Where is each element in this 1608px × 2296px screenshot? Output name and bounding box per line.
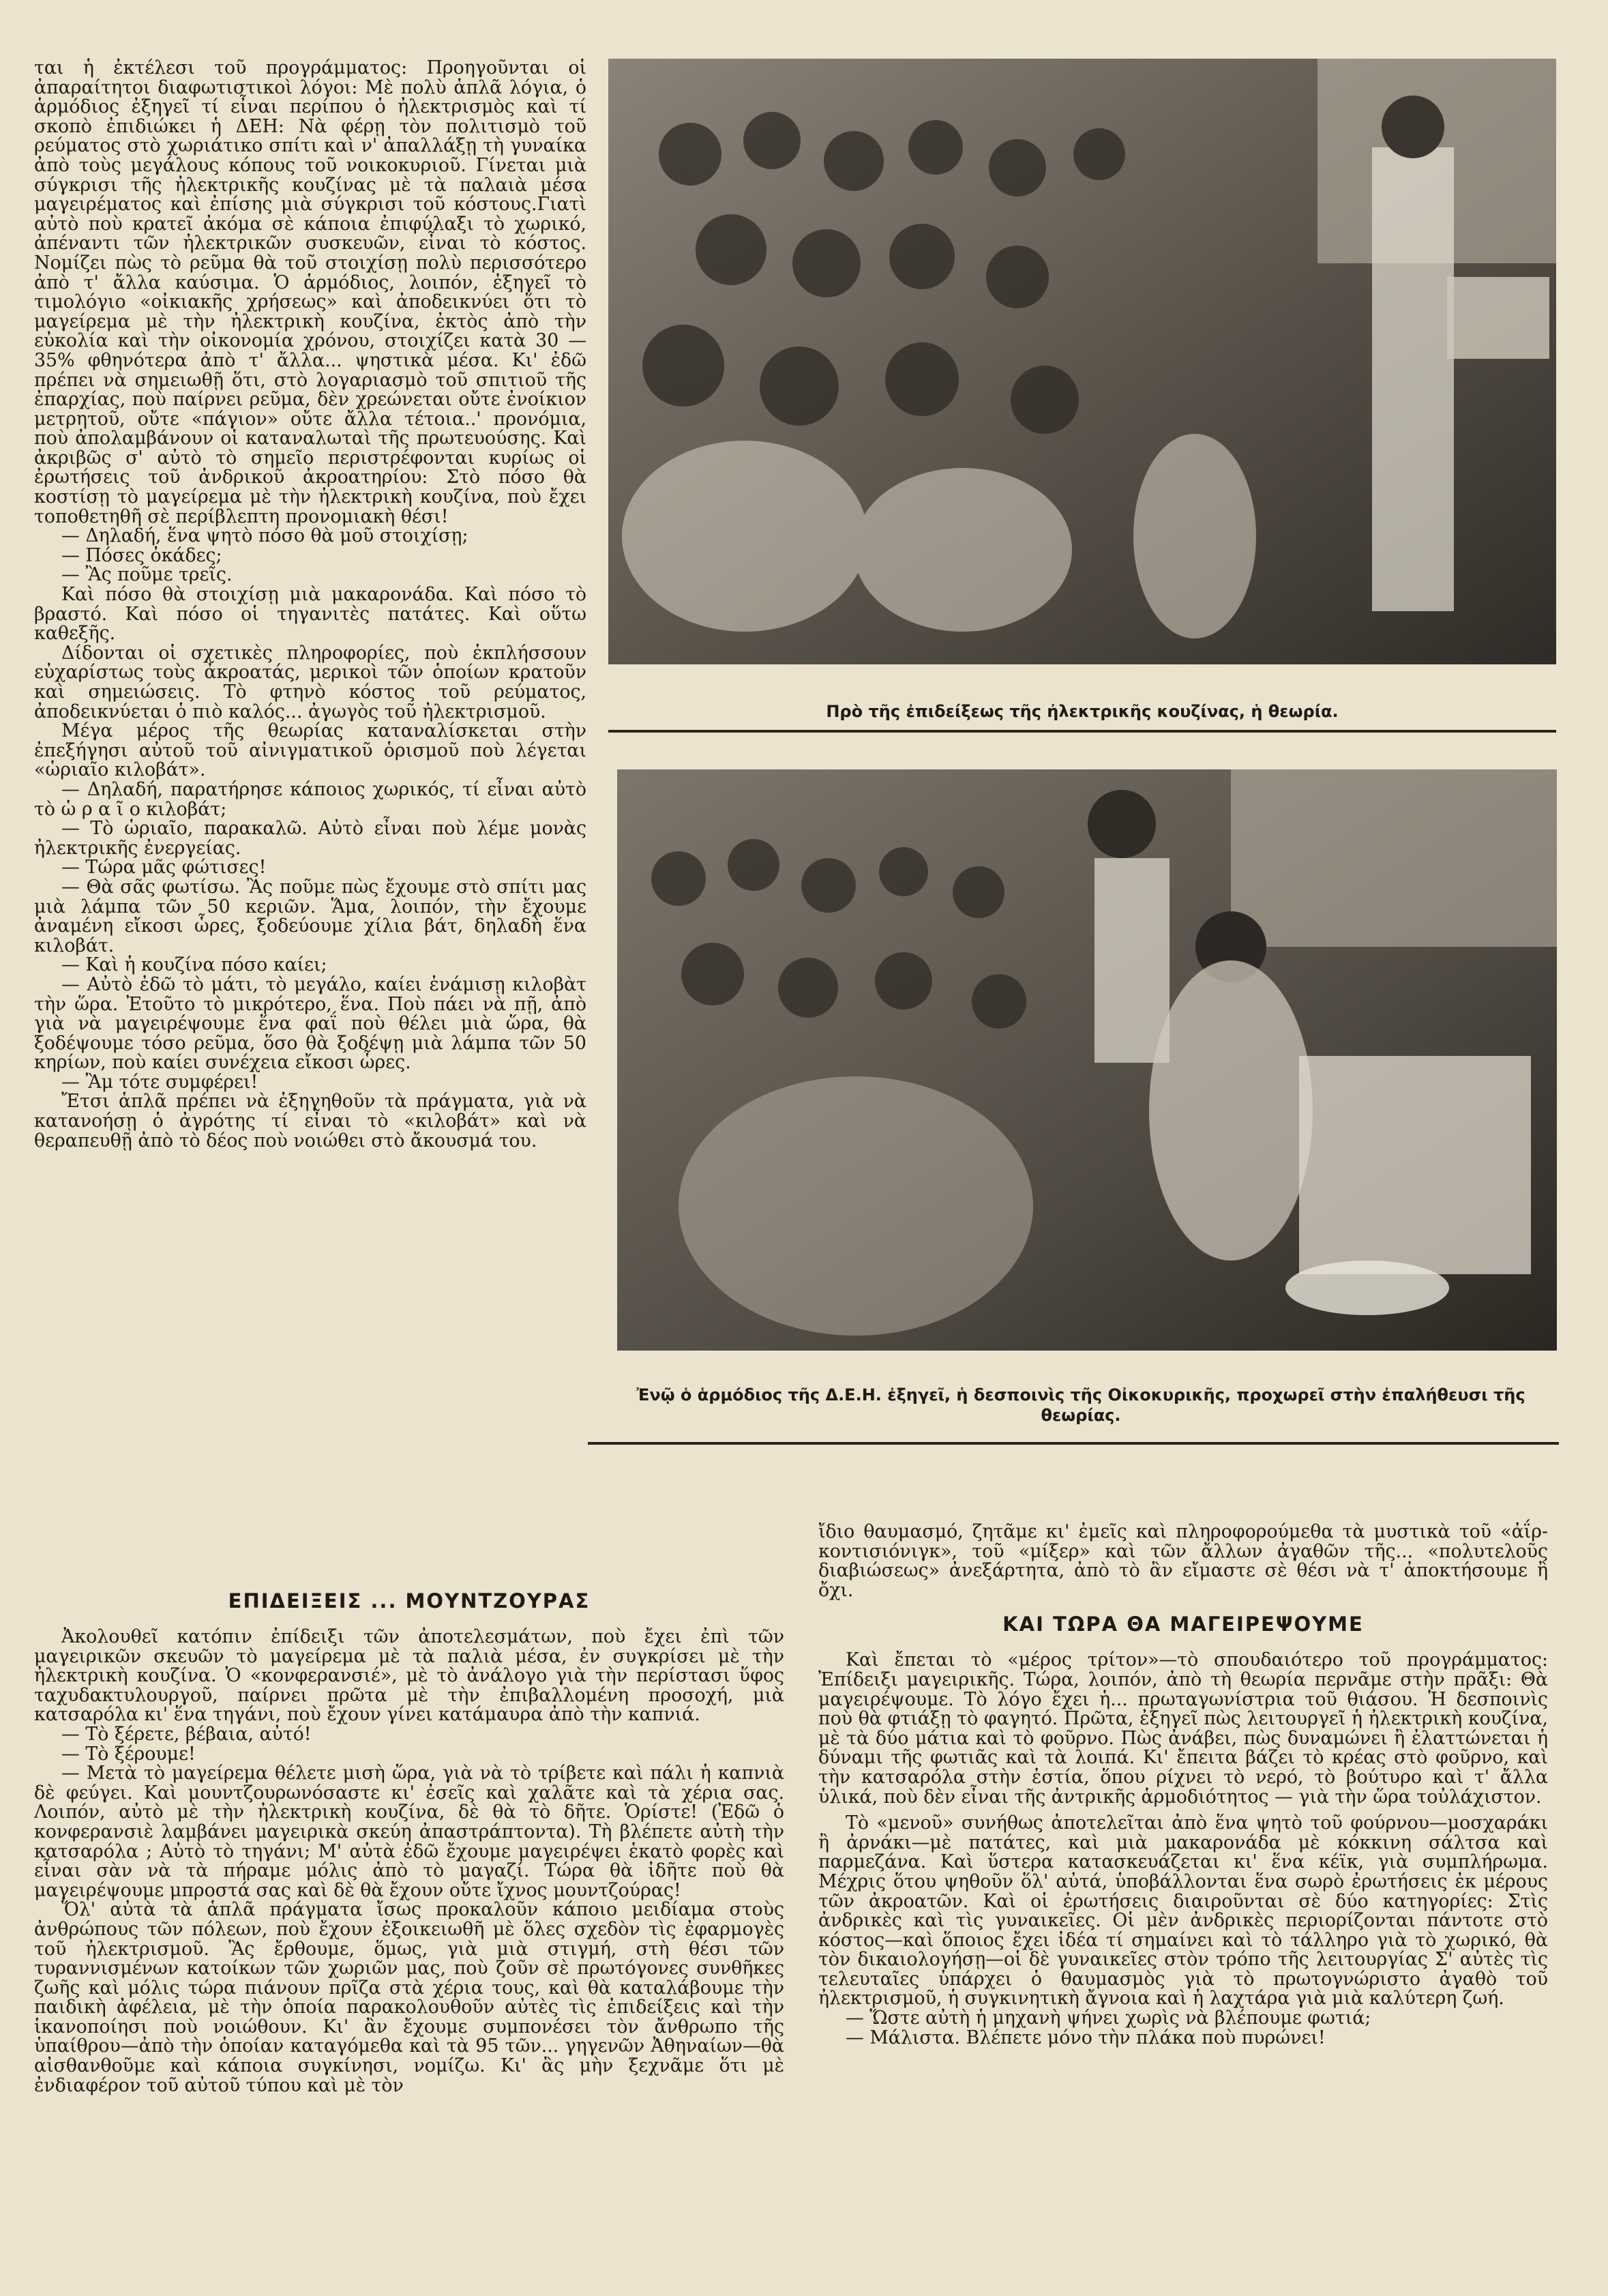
dialogue-line: — Δηλαδή, παρατήρησε κάποιος χωρικός, τί εἶναι αὐτὸ τὸ ὡ ρ α ῖ ο κιλοβάτ; [34, 778, 586, 820]
article-paragraph: ἴδιο θαυμασμό, ζητᾶμε κι' ἐμεῖς καὶ πληροφορούμεθα τὰ μυστικὰ τοῦ «ἀΐρ-κοντισιόνιγκ», τοῦ «μίξερ» καὶ τῶν ἄλλων ἀγαθῶν τῆς... «πολυτελοῦς διαβιώσεως» ἀνεξάρτητα, ἀπὸ τὸ ἂν εἴμαστε σὲ θέσι νὰ τ' ἀποκτήσουμε ἢ ὄχι. [818, 1521, 1548, 1601]
article-paragraph: ται ἡ ἐκτέλεσι τοῦ προγράμματος: Προηγοῦνται οἱ ἀπαραίτητοι διαφωτιστικοὶ λόγοι: Μὲ πολὺ ἁπλᾶ λόγια, ὁ ἁρμόδιος ἐξηγεῖ τί εἶναι περίπου ὁ ἠλεκτρισμὸς καὶ τί σκοπὸ ἐπιδιώκει ἡ ΔΕΗ: Νὰ φέρῃ τὸν πολιτισμὸ τοῦ ρεύματος στὸ χωριάτικο σπίτι καὶ ν' ἀπαλλάξῃ τὴ γυναίκα ἀπὸ τοὺς μεγάλους κόπους τοῦ νοικοκυριοῦ. Γίνεται μιὰ σύγκρισι τῆς ἠλεκτρικῆς κουζίνας μὲ τὰ παλαιὰ μέσα μαγειρέματος καὶ ἐπίσης μιὰ σύγκρισι τοῦ κόστους.Γιατὶ αὐτὸ ποὺ κρατεῖ ἀκόμα σὲ κάποια ἐπιφύλαξι τὸ χωρικό, ἀπέναντι τῶν ἠλεκτρικῶν συσκευῶν, εἶναι τὸ κόστος. Νομίζει πὼς τὸ ρεῦμα θὰ τοῦ στοιχίσῃ πολὺ περισσότερο ἀπὸ τ' ἄλλα καύσιμα. Ὁ ἁρμόδιος, λοιπόν, ἐξηγεῖ τὸ τιμολόγιο «οἰκιακῆς χρήσεως» καὶ ἀποδεικνύει ὅτι τὸ μαγείρεμα μὲ τὴν ἠλεκτρικὴ κουζίνα, ἐκτὸς ἀπὸ τὴν εὐκολία καὶ τὴν οἰκονομία χρόνου, στοιχίζει κατὰ 30 — 35% φθηνότερα ἀπὸ τ' ἄλλα... ψηστικὰ μέσα. Κι' ἐδῶ πρέπει νὰ σημειωθῇ ὅτι, στὸ λογαριασμὸ τοῦ σπιτιοῦ τῆς ἐπαρχίας, ποὺ παίρνει ρεῦμα, δὲν χρεώνεται οὔτε ἐνοίκιον μετρητοῦ, οὔτε «πάγιον» οὔτε ἄλλα τέτοια..' προνόμια, ποὺ ἀπολαμβάνουν οἱ καταναλωταὶ τῆς πρωτευούσης. Καὶ ἀκριβῶς σ' αὐτὸ τὸ σημεῖο περιστρέφονται κυρίως οἱ ἐρωτήσεις τοῦ ἀνδρικοῦ ἀκροατηρίου: Στὸ πόσο θὰ κοστίσῃ τὸ μαγείρεμα μὲ τὴν ἠλεκτρικὴ κουζίνα, ποὺ ἔχει τοποθετηθῆ σὲ περίβλεπτη προνομιακὴ θέσι! [34, 57, 586, 527]
dialogue-line: — Θὰ σᾶς φωτίσω. Ἂς ποῦμε πὼς ἔχουμε στὸ σπίτι μας μιὰ λάμπα τῶν 50 κεριῶν. Ἅμα, λοιπόν, τὴν ἔχουμε ἀναμένη εἴκοσι ὧρες, ξοδεύουμε χίλια βάτ, δηλαδὴ ἕνα κιλοβάτ. [34, 876, 586, 956]
article-paragraph: Καὶ ἔπεται τὸ «μέρος τρίτον»—τὸ σπουδαιότερο τοῦ προγράμματος: Ἐπίδειξι μαγειρικῆς. Τώρα, λοιπόν, ἀπὸ τὴ θεωρία περνᾶμε στὴν πρᾶξι: Θὰ μαγειρέψουμε. Τὸ λόγο ἔχει ἡ... πρωταγωνίστρια τοῦ θιάσου. Ἡ δεσποινὶς ποὺ θὰ φτιάξῃ τὸ φαγητό. Πρῶτα, ἐξηγεῖ πὼς λειτουργεῖ ἡ ἠλεκτρικὴ κουζίνα, μὲ τὰ δύο μάτια καὶ τὸ φοῦρνο. Πὼς ἀνάβει, πὼς δυναμώνει ἢ ἐλαττώνεται ἡ δύναμι τῆς φωτιᾶς καὶ τὰ λοιπά. Κι' ἔπειτα βάζει τὸ κρέας στὸ φοῦρνο, καὶ τὴν κατσαρόλα στὴν ἑστία, ὅπου ρίχνει τὸ νερό, τὸ βούτυρο καὶ τ' ἄλλα ὑλικά, ποὺ δὲν εἶναι τῆς ἀντρικῆς ἁρμοδιότητος — γιὰ τὴν ὥρα τοὐλάχιστον. [818, 1649, 1548, 1808]
dialogue-line: — Ἂμ τότε συμφέρει! [61, 1071, 258, 1093]
article-paragraph: Μέγα μέρος τῆς θεωρίας καταναλίσκεται στὴν ἐπεξήγησι αὐτοῦ τοῦ αἰνιγματικοῦ ὁρισμοῦ ποὺ λέγεται «ὡριαῖο κιλοβάτ». [34, 720, 586, 781]
section-heading-cooking: ΚΑΙ ΤΩΡΑ ΘΑ ΜΑΓΕΙΡΕΨΟΥΜΕ [1002, 1613, 1364, 1636]
article-paragraph: Ἔτσι ἁπλᾶ πρέπει νὰ ἐξηγηθοῦν τὰ πράγματα, γιὰ νὰ κατανοήσῃ ὁ ἀγρότης τί εἶναι τὸ «κιλοβάτ» καὶ νὰ θεραπευθῇ ἀπὸ τὸ δέος ποὺ νοιώθει στὸ ἄκουσμά του. [34, 1091, 586, 1151]
photo-cooking-demo [617, 769, 1557, 1351]
caption-rule-2 [588, 1442, 1559, 1445]
caption-rule-1 [608, 730, 1556, 733]
dialogue-line: — Τὸ ὡριαῖο, παρακαλῶ. Αὐτὸ εἶναι ποὺ λέμε μονὰς ἠλεκτρικῆς ἐνεργείας. [34, 818, 586, 859]
left-column-bottom [34, 1577, 784, 2095]
article-paragraph: Ἀκολουθεῖ κατόπιν ἐπίδειξι τῶν ἀποτελεσμάτων, ποὺ ἔχει ἐπὶ τῶν μαγειρικῶν σκευῶν τὸ μαγείρεμα μὲ τὰ παλιὰ μέσα, ἐν συγκρίσει μὲ τὴν ἠλεκτρικὴ κουζίνα. Ὁ «κονφερανσιέ», μὲ τὸ ἀνάλογο γιὰ τὴν περίστασι ὕφος ταχυδακτυλουργοῦ, παίρνει πρῶτα μὲ τὴν ἐπιβαλλομένη προσοχή, μιὰ κατσαρόλα κι' ἕνα τηγάνι, ποὺ ἔχουν γίνει κατάμαυρα ἀπὸ τὴν καπνιά. [34, 1626, 784, 1726]
dialogue-line: — Τὸ ξέρουμε! [61, 1743, 196, 1765]
right-column-bottom [818, 1522, 1548, 2048]
photo-caption-1: Πρὸ τῆς ἐπιδείξεως τῆς ἠλεκτρικῆς κουζίνας, ἡ θεωρία. [826, 702, 1339, 721]
article-paragraph: Ὅλ' αὐτὰ τὰ ἁπλᾶ πράγματα ἴσως προκαλοῦν κάποιο μειδίαμα στοὺς ἀνθρώπους τῶν πόλεων, ποὺ ἔχουν ἐξοικειωθῆ μὲ ὅλες σχεδὸν τὶς ἐφαρμογὲς τοῦ ἠλεκτρισμοῦ. Ἂς ἔρθουμε, ὅμως, γιὰ μιὰ στιγμή, στὴ θέσι τῶν τυραννισμένων κατοίκων τῶν χωριῶν μας, ποὺ ζοῦν σὲ πρωτόγονες συνθῆκες ζωῆς καὶ μόλις τώρα πιάνουν πρῖζα στὰ χέρια τους, καὶ θὰ καταλάβουμε τὴν παιδικὴ ἀφέλεια, μὲ τὴν ὁποία παρακολουθοῦν αὐτὲς τὶς ἐπιδείξεις καὶ τὴν ἱκανοποίησι ποὺ νοιώθουν. Κι' ἂν ἔχουμε συμπονέσει τὸν ἄνθρωπο τῆς ὑπαίθρου—ἀπὸ τὴν ὁποίαν καταγόμεθα καὶ τὰ 95 τῶν... γηγενῶν Ἀθηναίων—θὰ αἰσθανθοῦμε καὶ κάποια συγκίνησι, νομίζω. Κι' ἂς μὴν ξεχνᾶμε ὅτι μὲ ἐνδιαφέρον τοῦ αὐτοῦ τύπου καὶ μὲ τὸν [34, 1899, 784, 2096]
dialogue-line: — Δηλαδή, ἕνα ψητὸ πόσο θὰ μοῦ στοιχίσῃ; [61, 525, 468, 547]
left-column-top [34, 59, 586, 1151]
photo-demonstration-image [617, 769, 1557, 1351]
dialogue-line: — Πόσες ὀκάδες; [61, 544, 222, 566]
article-paragraph: Καὶ πόσο θὰ στοιχίσῃ μιὰ μακαρονάδα. Καὶ πόσο τὸ βραστό. Καὶ πόσο οἱ τηγανιτὲς πατάτες. Καὶ οὕτω καθεξῆς. [34, 584, 586, 645]
dialogue-line: — Ὥστε αὐτὴ ἡ μηχανὴ ψήνει χωρὶς νὰ βλέπουμε φωτιά; [846, 2007, 1371, 2029]
dialogue-line: — Τὸ ξέρετε, βέβαια, αὐτό! [61, 1723, 312, 1745]
article-paragraph: Δίδονται οἱ σχετικὲς πληροφορίες, ποὺ ἐκπλήσσουν εὐχαρίστως τοὺς ἀκροατάς, μερικοὶ τῶν ὁποίων κρατοῦν καὶ σημειώσεις. Τὸ φτηνὸ κόστος τοῦ ρεύματος, ἀποδεικνύεται ὁ πιὸ καλός... ἀγωγὸς τοῦ ἠλεκτρισμοῦ. [34, 642, 586, 722]
photo-audience-image [608, 59, 1556, 664]
photo-caption-2: Ἐνῷ ὁ ἁρμόδιος τῆς Δ.Ε.Η. ἐξηγεῖ, ἡ δεσποινὶς τῆς Οἰκοκυρικῆς, προχωρεῖ στὴν ἐπαλήθευσι τῆς θεωρίας. [636, 1385, 1525, 1425]
dialogue-line: — Μετὰ τὸ μαγείρεμα θέλετε μισὴ ὥρα, γιὰ νὰ τὸ τρίβετε καὶ πάλι ἡ καπνιὰ δὲ φεύγει. Καὶ μουντζουρωνόσαστε κι' ἐσεῖς καὶ χαλᾶτε καὶ τὰ χέρια σας. Λοιπόν, αὐτὸ μὲ τὴν ἠλεκτρικὴ κουζίνα, δὲ θὰ τὸ δῆτε. Ὁρίστε! (Ἐδῶ ὁ κονφερανσιὲ λαμβάνει μαγειρικὰ σκεύη ἀπαστράπτοντα). Τὴ βλέπετε αὐτὴ τὴν κατσαρόλα ; Αὐτὸ τὸ τηγάνι; Μ' αὐτὰ ἐδῶ ἔχουμε μαγειρέψει ἑκατὸ φορὲς καὶ εἶναι σὰν νὰ τὰ πήραμε μόλις ἀπὸ τὸ μαγαζί. Τώρα θὰ ἰδῆτε ποὺ θὰ μαγειρέψουμε μπροστά σας καὶ δὲ θὰ ἔχουν οὔτε ἴχνος μουντζούρας! [34, 1763, 784, 1901]
dialogue-line: — Τώρα μᾶς φώτισες! [61, 857, 267, 879]
dialogue-line: — Καὶ ἡ κουζίνα πόσο καίει; [61, 954, 327, 976]
article-paragraph: Τὸ «μενοῦ» συνήθως ἀποτελεῖται ἀπὸ ἕνα ψητὸ τοῦ φούρνου—μοσχαράκι ἢ ἀρνάκι—μὲ πατάτες, καὶ μιὰ μακαρονάδα μὲ κόκκινη σάλτσα καὶ παρμεζάνα. Καὶ ὕστερα κατασκευάζεται κι' ἕνα κέϊκ, γιὰ συμπλήρωμα. Μέχρις ὅτου ψηθοῦν ὅλ' αὐτά, ὑποβάλλονται ἕνα σωρὸ ἐρωτήσεις ἐκ μέρους τῶν ἀκροατῶν. Καὶ οἱ ἐρωτήσεις διαιροῦνται σὲ δύο κατηγορίες: Στὶς ἀνδρικὲς καὶ τὶς γυναικεῖες. Οἱ μὲν ἀνδρικὲς περιορίζονται πάντοτε στὸ κόστος—καὶ ὅποιος ἔχει ἰδέα τί σημαίνει καὶ τὸ τάλληρο γιὰ τὸ χωρικό, θὰ τὸν δικαιολογήσῃ—οἱ δὲ γυναικεῖες στὸν τρόπο τῆς λειτουργίας Σ' αὐτὲς τὶς τελευταῖες ὑπάρχει ὁ θαυμασμὸς γιὰ τὸ πρωτογνώριστο ἀγαθὸ τοῦ ἠλεκτρισμοῦ, ἡ συγκινητικὴ ἄγνοια καὶ ἡ λαχτάρα γιὰ μιὰ καλύτερη ζωή. [818, 1812, 1548, 2010]
section-heading-moutzouras: ΕΠΙΔΕΙΞΕΙΣ ... ΜΟΥΝΤΖΟΥΡΑΣ [228, 1589, 591, 1613]
dialogue-line: — Αὐτὸ ἐδῶ τὸ μάτι, τὸ μεγάλο, καίει ἑνάμισῃ κιλοβὰτ τὴν ὥρα. Ἐτοῦτο τὸ μικρότερο, ἕνα. Ποὺ πάει νὰ πῇ, ἀπὸ γιὰ νὰ μαγειρέψουμε ἕνα φαΐ ποὺ θέλει μιὰ ὥρα, θὰ ξοδέψουμε τόσο ρεῦμα, ὅσο θὰ ξοδέψῃ μιὰ λάμπα τῶν 50 κηρίων, ποὺ καίει συνέχεια εἴκοσι ὧρες. [34, 973, 586, 1074]
dialogue-line: — Ἂς ποῦμε τρεῖς. [61, 564, 233, 586]
dialogue-line: — Μάλιστα. Βλέπετε μόνο τὴν πλάκα ποὺ πυρώνει! [846, 2027, 1326, 2048]
photo-theory-session [608, 59, 1556, 664]
